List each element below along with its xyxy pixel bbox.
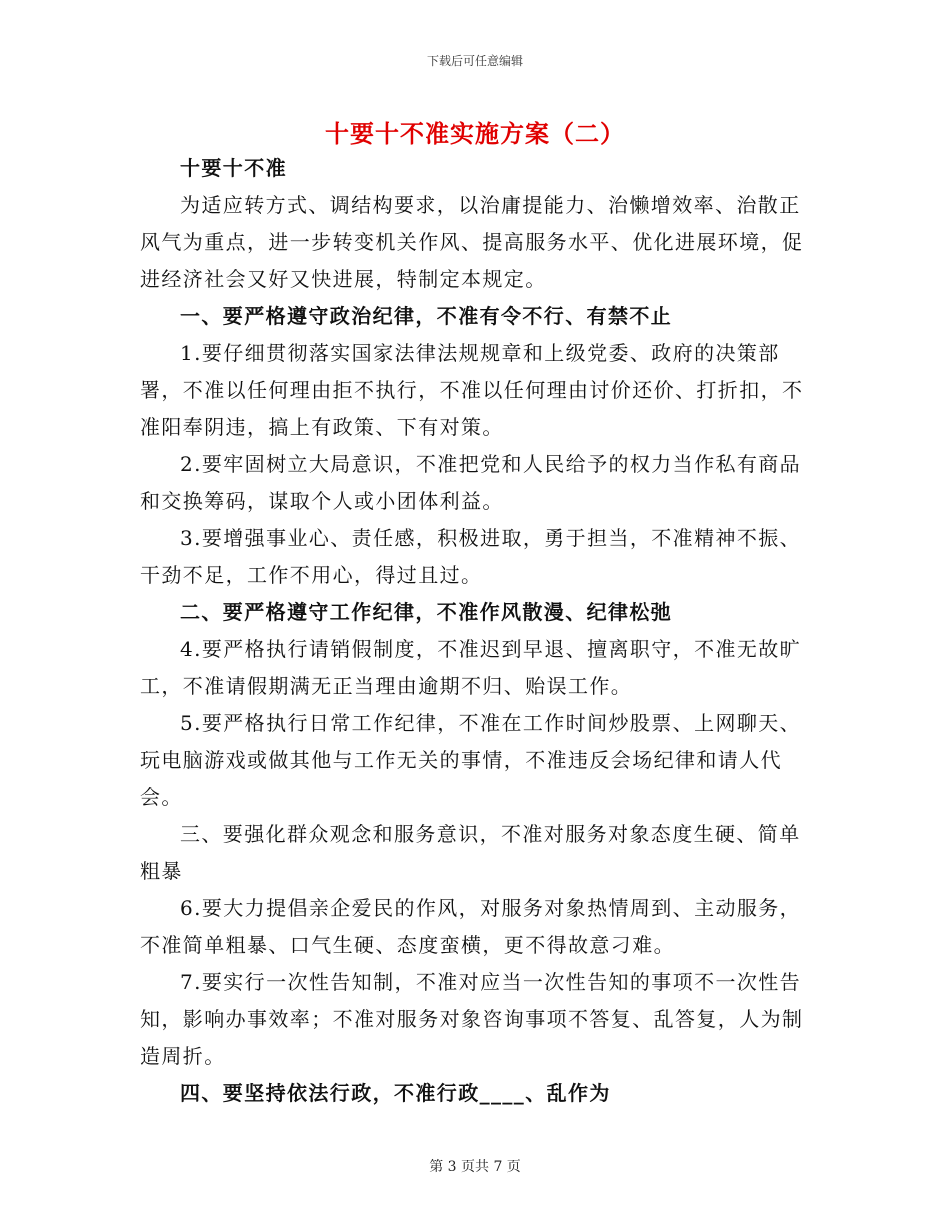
item-3: 3.要增强事业心、责任感，积极进取，勇于担当，不准精神不振、干劲不足，工作不用心，得过且过。: [140, 526, 802, 587]
item-5: 5.要严格执行日常工作纪律，不准在工作时间炒股票、上网聊天、玩电脑游戏或做其他与工作无关的事情，不准违反会场纪律和请人代会。: [140, 711, 802, 809]
item-7: 7.要实行一次性告知制，不准对应当一次性告知的事项不一次性告知，影响办事效率；不准对服务对象咨询事项不答复、乱答复，人为制造周折。: [140, 970, 804, 1068]
section-heading-3: 三、要强化群众观念和服务意识，不准对服务对象态度生硬、简单粗暴: [140, 822, 801, 883]
document-body: [140, 150, 812, 1112]
item-6: 6.要大力提倡亲企爱民的作风，对服务对象热情周到、主动服务，不准简单粗暴、口气生硬、态度蛮横，更不得故意刁难。: [140, 896, 802, 957]
header-note: 下载后可任意编辑: [426, 54, 523, 68]
item-2: 2.要牢固树立大局意识，不准把党和人民给予的权力当作私有商品和交换筹码，谋取个人或小团体利益。: [140, 452, 802, 513]
paragraph-intro: 为适应转方式、调结构要求，以治庸提能力、治懒增效率、治散正风气为重点，进一步转变机关作风、提高服务水平、优化进展环境，促进经济社会又好又快进展，特制定本规定。: [140, 193, 804, 291]
paragraph-heading: 十要十不准: [180, 156, 287, 180]
document-title: 十要十不准实施方案（二）: [325, 119, 625, 148]
item-4: 4.要严格执行请销假制度，不准迟到早退、擅离职守，不准无故旷工，不准请假期满无正当理由逾期不归、贻误工作。: [140, 637, 802, 698]
section-heading-4: 四、要坚持依法行政，不准行政____、乱作为: [180, 1081, 611, 1105]
page-number: 第 3 页共 7 页: [429, 1159, 521, 1175]
section-heading-2: 二、要严格遵守工作纪律，不准作风散漫、纪律松弛: [180, 600, 673, 624]
item-1: 1.要仔细贯彻落实国家法律法规规章和上级党委、政府的决策部署，不准以任何理由拒不执行，不准以任何理由讨价还价、打折扣，不准阳奉阴违，搞上有政策、下有对策。: [140, 341, 804, 439]
section-heading-1: 一、要严格遵守政治纪律，不准有令不行、有禁不止: [180, 304, 673, 328]
